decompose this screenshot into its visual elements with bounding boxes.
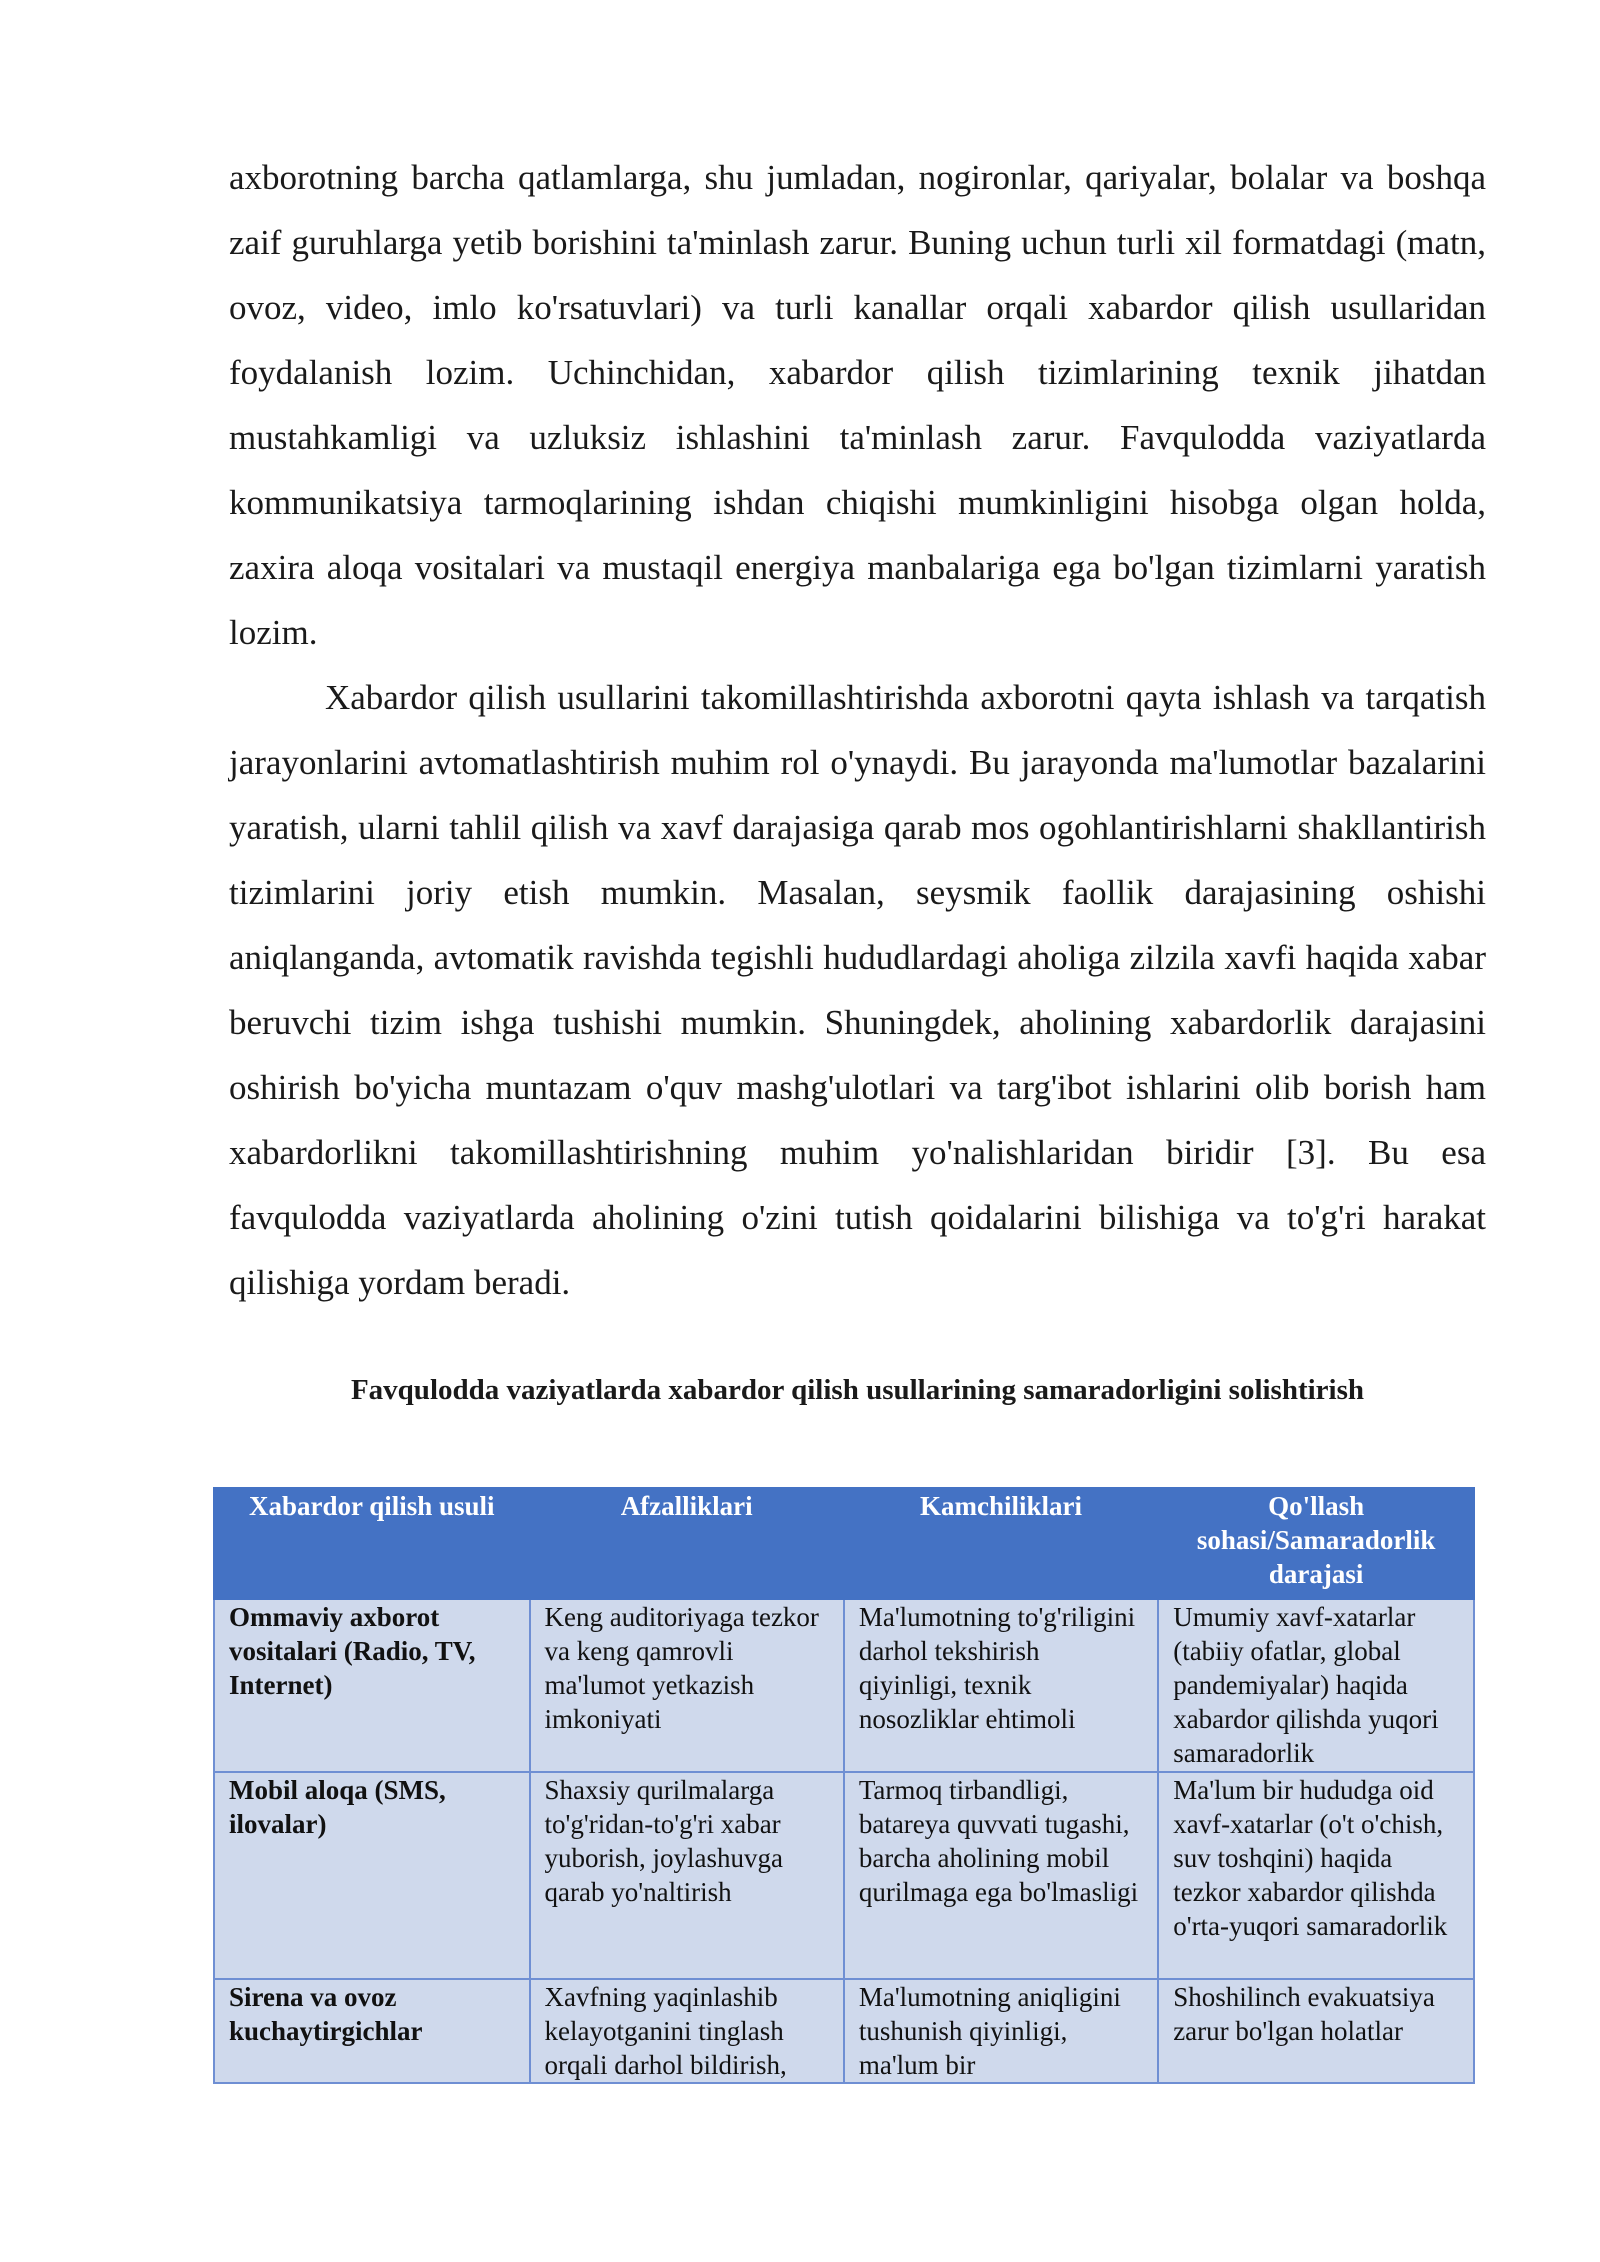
cell-advantages: Xavfning yaqinlashib kelayotganini tinglash orqali darhol bildirish,	[530, 1979, 844, 2083]
comparison-table	[213, 1487, 1475, 2084]
table-row	[214, 1599, 1474, 1772]
cell-disadvantages: Ma'lumotning to'g'riligini darhol tekshirish qiyinligi, texnik nosozliklar ehtimoli	[844, 1599, 1158, 1772]
table-caption: Favqulodda vaziyatlarda xabardor qilish usullarining samaradorligini solishtirish	[350, 1374, 1365, 1406]
cell-advantages: Shaxsiy qurilmalarga to'g'ridan-to'g'ri xabar yuborish, joylashuvga qarab yo'naltirish	[530, 1772, 844, 1979]
cell-application: Ma'lum bir hududga oid xavf-xatarlar (o't o'chish, suv toshqini) haqida tezkor xabardor qilishda o'rta-yuqori samaradorlik	[1158, 1772, 1474, 1979]
cell-advantages: Keng auditoriyaga tezkor va keng qamrovli ma'lumot yetkazish imkoniyati	[530, 1599, 844, 1772]
document-page	[229, 145, 1486, 1433]
cell-method: Sirena va ovoz kuchaytirgichlar	[214, 1979, 530, 2083]
header-disadvantages: Kamchiliklari	[844, 1488, 1158, 1599]
table-header-row	[214, 1488, 1474, 1599]
cell-application: Umumiy xavf-xatarlar (tabiiy ofatlar, global pandemiyalar) haqida xabardor qilishda yuqori samaradorlik	[1158, 1599, 1474, 1772]
cell-disadvantages: Ma'lumotning aniqligini tushunish qiyinligi, ma'lum bir	[844, 1979, 1158, 2083]
header-method: Xabardor qilish usuli	[214, 1488, 530, 1599]
cell-method: Ommaviy axborot vositalari (Radio, TV, Internet)	[214, 1599, 530, 1772]
cell-application: Shoshilinch evakuatsiya zarur bo'lgan holatlar	[1158, 1979, 1474, 2083]
table-row	[214, 1979, 1474, 2083]
cell-disadvantages: Tarmoq tirbandligi, batareya quvvati tugashi, barcha aholining mobil qurilmaga ega bo'lmasligi	[844, 1772, 1158, 1979]
header-application-efficiency: Qo'llash sohasi/Samaradorlik darajasi	[1158, 1488, 1474, 1599]
body-paragraph-1: axborotning barcha qatlamlarga, shu jumladan, nogironlar, qariyalar, bolalar va boshqa zaif guruhlarga yetib borishini ta'minlash zarur. Buning uchun turli xil formatdagi (matn, ovoz, video, imlo ko'rsatuvlari) va turli kanallar orqali xabardor qilish usullaridan foydalanish lozim. Uchinchidan, xabardor qilish tizimlarining texnik jihatdan mustahkamligi va uzluksiz ishlashini ta'minlash zarur. Favqulodda vaziyatlarda kommunikatsiya tarmoqlarining ishdan chiqishi mumkinligini hisobga olgan holda, zaxira aloqa vositalari va mustaqil energiya manbalariga ega bo'lgan tizimlarni yaratish lozim.	[229, 158, 1486, 652]
body-paragraph-2: Xabardor qilish usullarini takomillashtirishda axborotni qayta ishlash va tarqatish jarayonlarini avtomatlashtirish muhim rol o'ynaydi. Bu jarayonda ma'lumotlar bazalarini yaratish, ularni tahlil qilish va xavf darajasiga qarab mos ogohlantirishlarni shakllantirish tizimlarini joriy etish mumkin. Masalan, seysmik faollik darajasining oshishi aniqlanganda, avtomatik ravishda tegishli hududlardagi aholiga zilzila xavfi haqida xabar beruvchi tizim ishga tushishi mumkin. Shuningdek, aholining xabardorlik darajasini oshirish bo'yicha muntazam o'quv mashg'ulotlari va targ'ibot ishlarini olib borish ham xabardorlikni takomillashtirishning muhim yo'nalishlaridan biridir [3]. Bu esa favqulodda vaziyatlarda aholining o'zini tutish qoidalarini bilishiga va to'g'ri harakat qilishiga yordam beradi.	[229, 678, 1486, 1302]
table-row	[214, 1772, 1474, 1979]
cell-method: Mobil aloqa (SMS, ilovalar)	[214, 1772, 530, 1979]
header-advantages: Afzalliklari	[530, 1488, 844, 1599]
